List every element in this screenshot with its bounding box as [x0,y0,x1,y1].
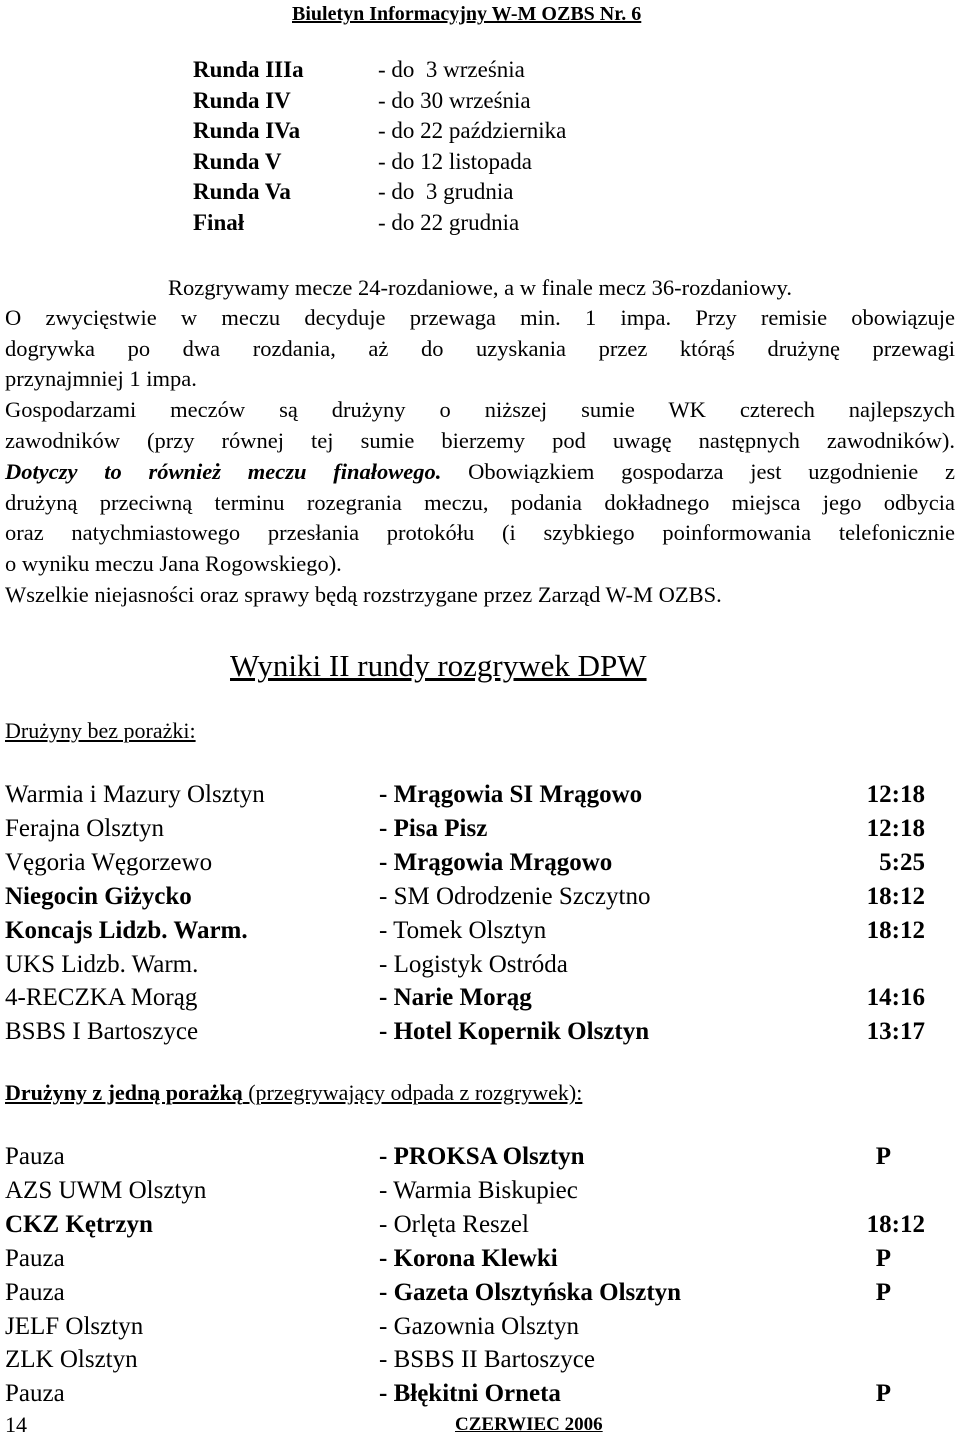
match-score: 18:12 [866,916,925,944]
away-team: - Gazownia Olsztyn [379,1312,579,1340]
match-row [5,1140,925,1174]
match-score: P [875,1244,891,1272]
home-team: UKS Lidzb. Warm. [5,950,199,978]
schedule-row [0,147,960,177]
home-team: Pauza [5,1380,65,1408]
home-team: Warmia i Mazury Olsztyn [5,781,265,808]
match-score: 5:25 [879,848,925,876]
home-team: Koncajs Lidzb. Warm. [5,916,248,944]
schedule-row [0,55,960,85]
match-row [5,948,925,982]
rules-p1-line: dogrywka po dwa rozdania, aż do uzyskania przez którąś drużynę przewagi [5,335,955,361]
home-team: Ferajna Olsztyn [5,814,164,842]
home-team: AZS UWM Olsztyn [5,1176,207,1204]
round-deadline: - do 22 października [378,118,567,143]
rules-intro [5,273,955,304]
round-deadline: - do 22 grudnia [378,209,520,235]
away-team: - Mrągowia Mrągowo [379,848,613,876]
match-score: P [875,1143,891,1170]
match-row [5,1208,925,1242]
round-deadline: - do 12 listopada [378,148,532,174]
match-row [5,812,925,846]
match-score: 18:12 [866,1210,925,1238]
bulletin-header: Biuletyn Informacyjny W-M OZBS Nr. 6 [292,3,642,25]
away-team: - Błękitni Orneta [379,1380,561,1408]
match-score: P [875,1380,891,1408]
match-score: 18:12 [866,882,925,910]
away-team: - PROKSA Olsztyn [379,1143,585,1170]
rules-p3-italic: Dotyczy to również meczu finałowego. [5,459,442,484]
away-team: - Orlęta Reszel [379,1210,529,1238]
round-deadline: - do 30 września [378,87,531,113]
match-row [5,1174,925,1208]
match-row [5,778,925,812]
match-row [5,1343,925,1377]
page-number: 14 [5,1412,27,1437]
rules-p3-rest: Obowiązkiem gospodarza jest uzgodnienie z [441,459,955,484]
home-team: ZLK Olsztyn [5,1346,138,1374]
section-one-loss-title: Drużyny z jedną porażką [5,1080,243,1105]
away-team: - Korona Klewki [379,1244,558,1272]
match-row [5,1310,925,1344]
home-team: Pauza [5,1143,65,1170]
round-deadline: - do 3 września [378,57,525,82]
rules-paragraph-3 [5,457,955,579]
round-deadline: - do 3 grudnia [378,179,514,204]
match-score: 14:16 [866,984,925,1012]
match-row [5,1276,925,1310]
home-team: Niegocin Giżycko [5,882,192,910]
section-one-loss-note: (przegrywający odpada z rozgrywek): [242,1080,583,1105]
match-score: 13:17 [866,1018,925,1046]
home-team: BSBS I Bartoszyce [5,1018,199,1046]
match-row [5,880,925,914]
away-team: - Pisa Pisz [379,814,488,842]
match-row [5,1242,925,1276]
away-team: - Warmia Biskupiec [379,1176,578,1204]
rules-p3-line: drużyną przeciwną terminu rozegrania meczu, podania dokładnego miejsca jego odbycia [5,489,955,515]
round-name: Runda Va [193,179,291,204]
rules-paragraph-2 [5,395,955,456]
rules-p2-line: Gospodarzami meczów są drużyny o niższej sumie WK czterech najlepszych [5,397,955,422]
home-team: Pauza [5,1278,65,1306]
rules-p3-first-line [5,457,955,488]
match-score: 12:18 [866,781,925,808]
away-team: - Mrągowia SI Mrągowo [379,781,643,808]
schedule-row [0,208,960,238]
away-team: - Tomek Olsztyn [379,916,547,944]
round-name: Runda V [193,148,282,174]
away-team: - SM Odrodzenie Szczytno [379,882,651,910]
match-score: 12:18 [866,814,925,842]
match-row [5,914,925,948]
home-team: Vęgoria Węgorzewo [5,848,213,876]
rules-p4-line: Wszelkie niejasności oraz sprawy będą rozstrzygane przez Zarząd W-M OZBS. [5,582,722,607]
home-team: CKZ Kętrzyn [5,1210,153,1238]
rules-intro-text: Rozgrywamy mecze 24-rozdaniowe, a w finale mecz 36-rozdaniowy. [168,275,792,300]
away-team: - Logistyk Ostróda [379,950,568,978]
away-team: - Narie Morąg [379,984,532,1012]
section-one-loss-heading [5,1080,582,1106]
schedule-row [0,86,960,116]
results-title: Wyniki II rundy rozgrywek DPW [230,648,647,683]
schedule-row [0,177,960,207]
match-score: P [875,1278,891,1306]
match-row [5,846,925,880]
round-name: Finał [193,209,245,235]
round-name: Runda IIIa [193,57,304,82]
away-team: - BSBS II Bartoszyce [379,1346,595,1374]
away-team: - Gazeta Olsztyńska Olsztyn [379,1278,682,1306]
match-row [5,1377,925,1411]
section-unbeaten-title: Drużyny bez porażki: [5,718,196,743]
rules-paragraph-4 [5,580,955,611]
rules-p2-line: zawodników (przy równej tej sumie bierzemy pod uwagę następnych zawodników). [5,427,955,453]
one-loss-results [0,1140,960,1420]
match-row [5,981,925,1015]
rules-p3-line: oraz natychmiastowego przesłania protokółu (i szybkiego poinformowania telefonicznie [5,520,955,545]
rules-p1-line: przynajmniej 1 impa. [5,366,197,391]
rules-p1-line: O zwycięstwie w meczu decyduje przewaga min. 1 impa. Przy remisie obowiązuje [5,305,955,330]
schedule-row [0,116,960,146]
home-team: JELF Olsztyn [5,1312,144,1340]
home-team: Pauza [5,1244,65,1272]
round-name: Runda IV [193,87,291,113]
rules-paragraph-1 [5,303,955,395]
unbeaten-results [0,778,960,1058]
rules-p3-line: o wyniku meczu Jana Rogowskiego). [5,550,342,576]
home-team: 4-RECZKA Morąg [5,984,198,1012]
round-schedule [0,55,960,245]
match-row [5,1015,925,1049]
round-name: Runda IVa [193,118,301,143]
away-team: - Hotel Kopernik Olsztyn [379,1018,650,1046]
footer-date: CZERWIEC 2006 [455,1414,603,1435]
